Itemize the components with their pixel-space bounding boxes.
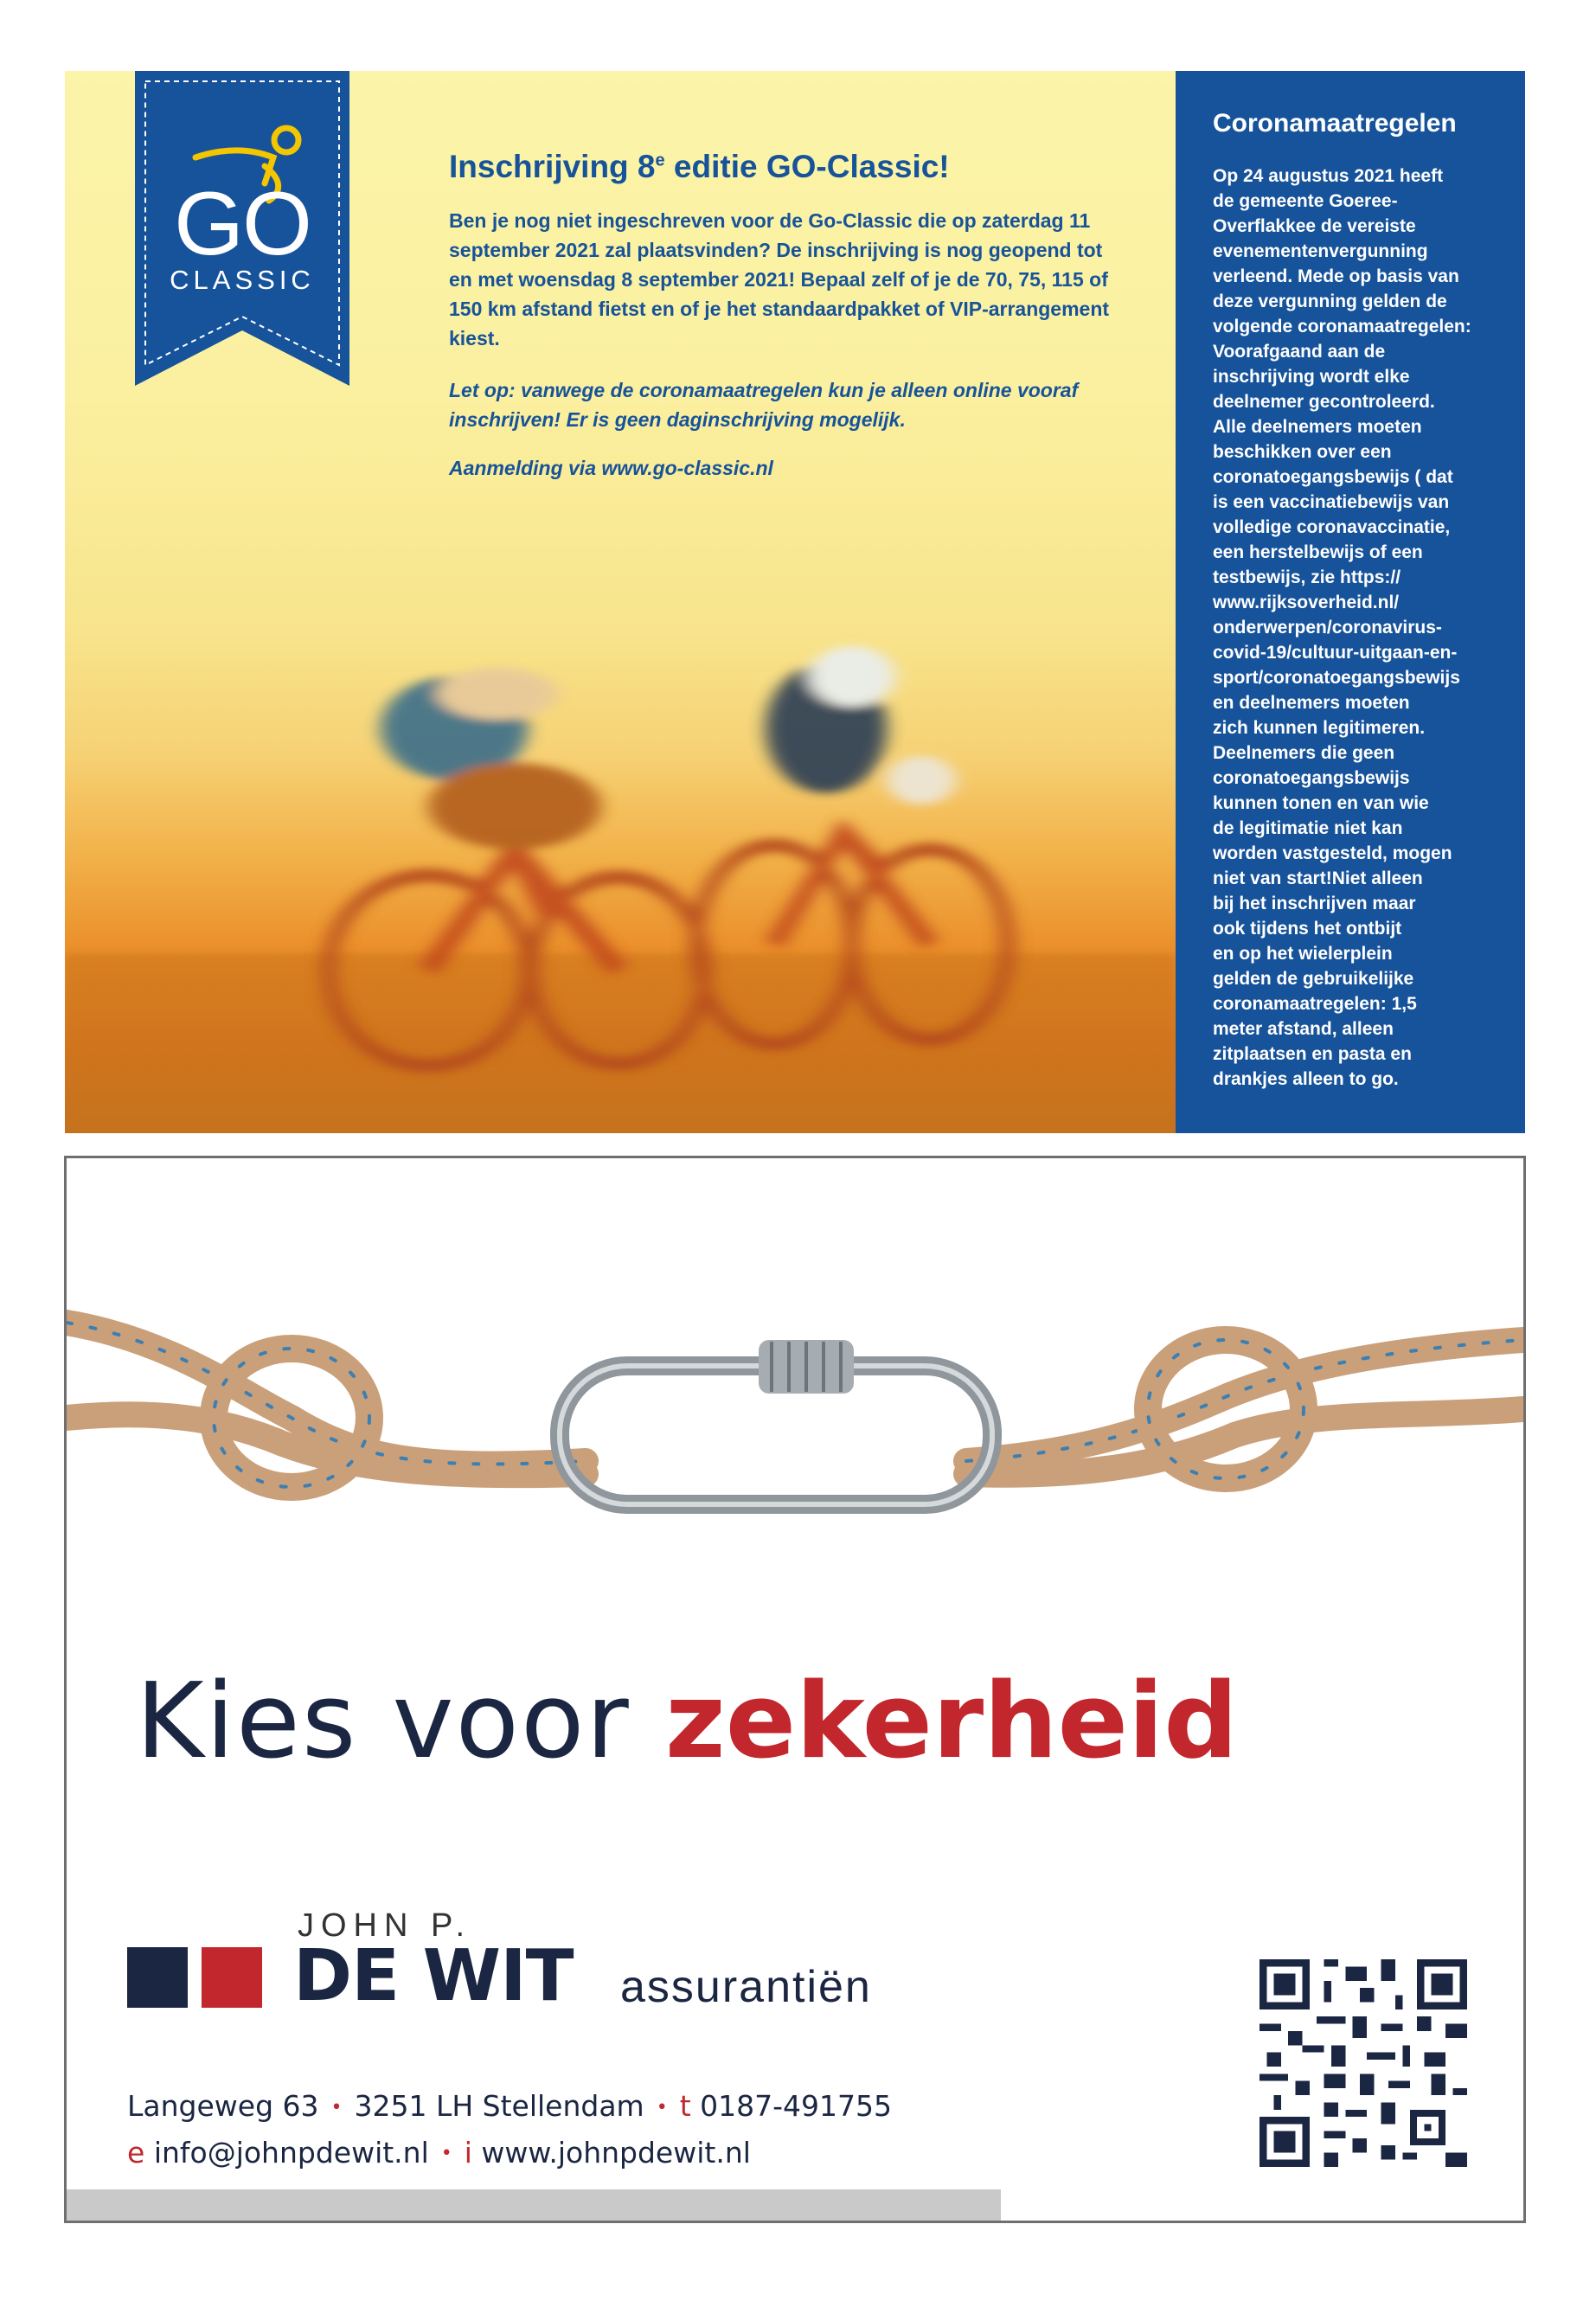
contact-line-1 [127, 2084, 892, 2131]
separator-dot: • [440, 2143, 452, 2164]
event-notice: Let op: vanwege de coronamaatregelen kun je alleen online vooraf inschrijven! Er is geen daginschrijving mogelijk. [449, 379, 1079, 431]
phone-label: t [679, 2089, 691, 2123]
corona-sidebar [1176, 71, 1525, 1133]
event-title: Inschrijving 8e editie GO-Classic! [449, 149, 950, 184]
brand-square-navy [127, 1947, 188, 2008]
headline-part-2: zekerheid [664, 1662, 1239, 1782]
postcode-city: 3251 LH Stellendam [354, 2089, 644, 2123]
contact-block [127, 2084, 892, 2176]
go-classic-ad [65, 71, 1525, 1133]
go-classic-logo [135, 71, 349, 386]
cyclists-photo [65, 71, 1176, 1133]
insurance-ad [64, 1156, 1526, 2223]
website[interactable]: www.johnpdewit.nl [481, 2135, 751, 2170]
logo-classic-text: CLASSIC [170, 265, 315, 295]
sidebar-text: Op 24 augustus 2021 heeft de gemeente Goeree- Overflakkee de vereiste evenementenvergunning verleend. Mede op basis van deze vergunning gelden de volgende coronamaatregelen: Voorafgaand aan de inschrijving wordt elke deelnemer gecontroleerd. Alle deelnemers moeten beschikken over een coronatoegangsbewijs ( dat is een vaccinatiebewijs van volledige coronavaccinatie, een herstelbewijs of een testbewijs, zie https:// www.rijksoverheid.nl/ onderwerpen/coronavirus- covid-19/cultuur-uitgaan-en- sport/coronatoegangsbewijs en deelnemers moeten zich kunnen legitimeren. Deelnemers die geen coronatoegangsbewijs kunnen tonen en van wie de legitimatie niet kan worden vastgesteld, mogen niet van start!Niet alleen bij het inschrijven maar ook tijdens het ontbijt en op het wielerplein gelden de gebruikelijke coronamaatregelen: 1,5 meter afstand, alleen zitplaatsen en pasta en drankjes alleen to go. [1213, 166, 1471, 1089]
separator-dot: • [656, 2096, 668, 2118]
logo-go-text: GO [174, 174, 311, 274]
web-label: i [464, 2135, 472, 2170]
address: Langeweg 63 [127, 2089, 319, 2123]
headline-part-1: Kies voor [136, 1662, 665, 1782]
email-address[interactable]: info@johnpdewit.nl [153, 2135, 429, 2170]
ad-headline [136, 1662, 1238, 1782]
email-label: e [127, 2135, 145, 2170]
intro-block [449, 149, 1124, 480]
phone-number[interactable]: 0187-491755 [700, 2089, 893, 2123]
brand-square-red [202, 1947, 262, 2008]
rope-carabiner-image [67, 1288, 1523, 1530]
separator-dot: • [330, 2096, 343, 2118]
brand-de-wit: DE WIT [293, 1935, 574, 2017]
brand-assurantien: assurantiën [620, 1962, 872, 2012]
footer-bar [67, 2189, 1001, 2221]
contact-line-2 [127, 2131, 892, 2177]
sidebar-title: Coronamaatregelen [1213, 109, 1457, 138]
event-description: Ben je nog niet ingeschreven voor de Go-Classic die op zaterdag 11 september 2021 zal plaatsvinden? De inschrijving is nog geopend tot en met woensdag 8 september 2021! Bepaal zelf of je de 70, 75, 115 of 150 km afstand fietst en of je het standaardpakket of VIP-arrangement kiest. [449, 209, 1110, 349]
qr-code[interactable] [1259, 1959, 1467, 2167]
registration-link[interactable]: Aanmelding via www.go-classic.nl [449, 457, 773, 479]
brand-john-p: JOHN P. [298, 1907, 472, 1944]
